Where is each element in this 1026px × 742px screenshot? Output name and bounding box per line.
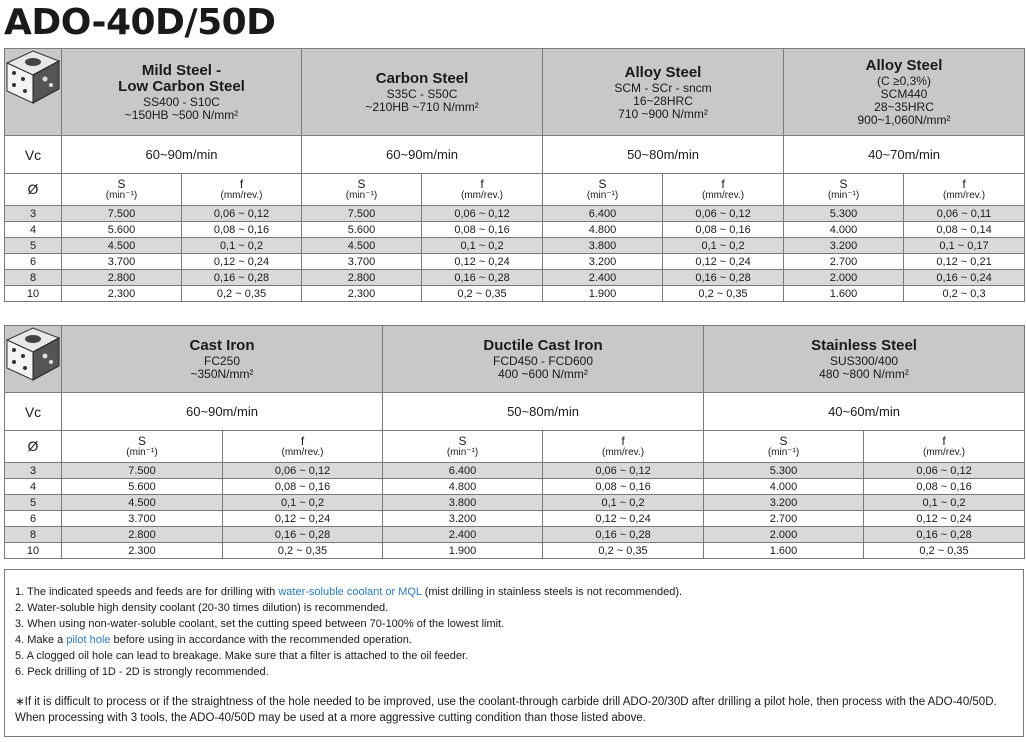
feed-value: 0,12 ~ 0,24 xyxy=(864,511,1025,527)
material-header xyxy=(302,49,543,136)
vc-value: 50~80m/min xyxy=(383,393,704,431)
star-note: ∗If it is difficult to process or if the straightness of the hole needed to be improved, use the coolant-through carbide drill ADO-20/30D after drilling a pilot hole, then process with the ADO-40/50D. When processing with 3 tools, the ADO-40/50D may be used at a more aggressive cutting condition than those listed above. xyxy=(15,696,997,724)
table-row xyxy=(5,479,1025,495)
spindle-speed-value: 4.000 xyxy=(784,222,904,238)
feed-value: 0,06 ~ 0,12 xyxy=(543,463,704,479)
material-header xyxy=(62,49,302,136)
spindle-speed-value: 2.000 xyxy=(704,527,864,543)
vc-value: 60~90m/min xyxy=(62,136,302,174)
feed-value: 0,1 ~ 0,17 xyxy=(904,238,1025,254)
material-spec: 710 ~900 N/mm² xyxy=(618,106,708,121)
feed-value: 0,06 ~ 0,12 xyxy=(864,463,1025,479)
material-spec: ~350N/mm² xyxy=(190,367,254,381)
spindle-speed-value: 5.600 xyxy=(62,479,223,495)
table-row xyxy=(5,286,1025,302)
spindle-speed-value: 7.500 xyxy=(62,206,182,222)
diameter-value: 5 xyxy=(5,495,62,511)
spindle-speed-value: 1.600 xyxy=(784,286,904,302)
spindle-speed-value: 5.600 xyxy=(62,222,182,238)
feed-value: 0,12 ~ 0,24 xyxy=(663,254,784,270)
feed-header: f (mm/rev.) xyxy=(904,174,1025,206)
spindle-speed-value: 6.400 xyxy=(543,206,663,222)
material-spec: 480 ~800 N/mm² xyxy=(819,367,909,381)
spindle-speed-value: 4.800 xyxy=(543,222,663,238)
diameter-value: 6 xyxy=(5,254,62,270)
spindle-speed-value: 3.700 xyxy=(62,511,223,527)
vc-value: 60~90m/min xyxy=(62,393,383,431)
table-row xyxy=(5,463,1025,479)
note-2: 2. Water-soluble high density coolant (20-30 times dilution) is recommended. xyxy=(15,602,389,614)
feed-value: 0,12 ~ 0,24 xyxy=(543,511,704,527)
feed-value: 0,2 ~ 0,35 xyxy=(543,543,704,559)
note-4: 4. Make a pilot hole before using in accordance with the recommended operation. xyxy=(15,634,412,646)
feed-value: 0,12 ~ 0,24 xyxy=(422,254,543,270)
spindle-speed-value: 6.400 xyxy=(383,463,543,479)
feed-value: 0,16 ~ 0,28 xyxy=(223,527,383,543)
material-header xyxy=(543,49,784,136)
spindle-speed-value: 3.800 xyxy=(383,495,543,511)
material-spec: 16~28HRC xyxy=(633,93,693,108)
feed-value: 0,1 ~ 0,2 xyxy=(422,238,543,254)
spindle-speed-value: 2.300 xyxy=(302,286,422,302)
material-header xyxy=(704,326,1025,393)
table-row xyxy=(5,511,1025,527)
spindle-speed-value: 2.300 xyxy=(62,286,182,302)
spindle-speed-value: 3.700 xyxy=(62,254,182,270)
material-spec: SS400 - S10C xyxy=(143,95,220,109)
spindle-speed-value: 3.200 xyxy=(383,511,543,527)
feed-value: 0,08 ~ 0,16 xyxy=(543,479,704,495)
spindle-speed-value: 3.700 xyxy=(302,254,422,270)
material-spec: SCM - SCr - sncm xyxy=(614,80,712,95)
spindle-speed-value: 2.700 xyxy=(704,511,864,527)
spindle-speed-header: S (min⁻¹) xyxy=(784,174,904,206)
feed-value: 0,08 ~ 0,14 xyxy=(904,222,1025,238)
spindle-speed-value: 4.500 xyxy=(62,495,223,511)
spindle-speed-value: 3.200 xyxy=(784,238,904,254)
note-5: 5. A clogged oil hole can lead to breakage. Make sure that a filter is attached to the oil feeder. xyxy=(15,650,469,662)
feed-value: 0,06 ~ 0,12 xyxy=(422,206,543,222)
table-row xyxy=(5,543,1025,559)
table-row xyxy=(5,254,1025,270)
feed-header: f (mm/rev.) xyxy=(543,431,704,463)
feed-value: 0,06 ~ 0,11 xyxy=(904,206,1025,222)
material-name: Cast Iron xyxy=(189,337,255,354)
feed-header: f (mm/rev.) xyxy=(182,174,302,206)
feed-value: 0,16 ~ 0,28 xyxy=(422,270,543,286)
feed-value: 0,16 ~ 0,24 xyxy=(904,270,1025,286)
spindle-speed-value: 2.400 xyxy=(383,527,543,543)
cutting-conditions-table-iron-stainless xyxy=(4,325,1025,559)
spindle-speed-value: 2.800 xyxy=(302,270,422,286)
feed-value: 0,1 ~ 0,2 xyxy=(543,495,704,511)
diameter-value: 3 xyxy=(5,206,62,222)
material-name: Stainless Steel xyxy=(811,337,917,354)
material-header xyxy=(383,326,704,393)
feed-header: f (mm/rev.) xyxy=(864,431,1025,463)
spindle-speed-value: 5.600 xyxy=(302,222,422,238)
logo-cell xyxy=(5,326,62,393)
spindle-speed-value: 2.800 xyxy=(62,527,223,543)
diameter-value: 3 xyxy=(5,463,62,479)
material-name: Alloy Steel xyxy=(624,63,702,81)
diameter-value: 4 xyxy=(5,222,62,238)
feed-value: 0,1 ~ 0,2 xyxy=(663,238,784,254)
material-spec: (C ≥0,3%) xyxy=(877,74,931,88)
feed-value: 0,08 ~ 0,16 xyxy=(663,222,784,238)
material-spec: SCM440 xyxy=(880,87,928,101)
spindle-speed-value: 2.300 xyxy=(62,543,223,559)
spindle-speed-value: 2.800 xyxy=(62,270,182,286)
feed-value: 0,1 ~ 0,2 xyxy=(864,495,1025,511)
spindle-speed-value: 3.200 xyxy=(543,254,663,270)
feed-value: 0,2 ~ 0,35 xyxy=(864,543,1025,559)
spindle-speed-header: S (min⁻¹) xyxy=(383,431,543,463)
vc-value: 40~70m/min xyxy=(784,136,1025,174)
spindle-speed-value: 1.900 xyxy=(543,286,663,302)
spindle-speed-header: S (min⁻¹) xyxy=(62,431,223,463)
vc-value: 60~90m/min xyxy=(302,136,543,174)
vc-value: 50~80m/min xyxy=(543,136,784,174)
spindle-speed-value: 2.000 xyxy=(784,270,904,286)
material-name: Alloy Steel xyxy=(865,57,943,74)
feed-header: f (mm/rev.) xyxy=(223,431,383,463)
diameter-value: 8 xyxy=(5,527,62,543)
diameter-value: 5 xyxy=(5,238,62,254)
spindle-speed-value: 7.500 xyxy=(62,463,223,479)
material-spec: ~210HB ~710 N/mm² xyxy=(365,100,479,114)
table-row xyxy=(5,270,1025,286)
material-spec: 400 ~600 N/mm² xyxy=(498,367,588,381)
feed-value: 0,1 ~ 0,2 xyxy=(223,495,383,511)
material-header xyxy=(62,326,383,393)
feed-value: 0,2 ~ 0,35 xyxy=(663,286,784,302)
material-spec: FCD450 - FCD600 xyxy=(493,354,594,368)
spindle-speed-value: 1.900 xyxy=(383,543,543,559)
feed-header: f (mm/rev.) xyxy=(422,174,543,206)
spindle-speed-value: 2.700 xyxy=(784,254,904,270)
spindle-speed-value: 4.500 xyxy=(302,238,422,254)
table-row xyxy=(5,238,1025,254)
diameter-value: 10 xyxy=(5,543,62,559)
feed-value: 0,12 ~ 0,24 xyxy=(182,254,302,270)
vc-label: Vc xyxy=(5,136,62,174)
diameter-value: 6 xyxy=(5,511,62,527)
pilot-hole-link-text: pilot hole xyxy=(66,634,111,646)
feed-value: 0,06 ~ 0,12 xyxy=(182,206,302,222)
spindle-speed-header: S (min⁻¹) xyxy=(302,174,422,206)
note-6: 6. Peck drilling of 1D - 2D is strongly recommended. xyxy=(15,666,269,678)
diameter-value: 4 xyxy=(5,479,62,495)
spindle-speed-value: 5.300 xyxy=(784,206,904,222)
diameter-value: 10 xyxy=(5,286,62,302)
material-spec: SUS300/400 xyxy=(829,354,899,368)
diameter-label: Ø xyxy=(5,431,62,463)
spindle-speed-value: 7.500 xyxy=(302,206,422,222)
notes-box xyxy=(4,569,1024,737)
spindle-speed-header: S (min⁻¹) xyxy=(62,174,182,206)
vc-value: 40~60m/min xyxy=(704,393,1025,431)
table-row xyxy=(5,527,1025,543)
drill-block-icon xyxy=(5,326,61,382)
feed-value: 0,06 ~ 0,12 xyxy=(663,206,784,222)
note-3: 3. When using non-water-soluble coolant, set the cutting speed between 70-100% of the lowest limit. xyxy=(15,618,505,630)
feed-value: 0,2 ~ 0,35 xyxy=(422,286,543,302)
material-spec: 28~35HRC xyxy=(874,100,934,114)
feed-value: 0,16 ~ 0,28 xyxy=(543,527,704,543)
material-spec: FC250 xyxy=(203,354,241,368)
coolant-link-text: water-soluble coolant or MQL xyxy=(278,586,422,598)
material-name: Low Carbon Steel xyxy=(118,78,245,95)
drill-block-icon xyxy=(5,49,61,105)
logo-cell xyxy=(5,49,62,136)
feed-value: 0,16 ~ 0,28 xyxy=(663,270,784,286)
feed-value: 0,1 ~ 0,2 xyxy=(182,238,302,254)
spindle-speed-value: 4.800 xyxy=(383,479,543,495)
spindle-speed-value: 3.200 xyxy=(704,495,864,511)
table-row xyxy=(5,206,1025,222)
feed-value: 0,08 ~ 0,16 xyxy=(182,222,302,238)
material-name: Ductile Cast Iron xyxy=(483,337,603,354)
spindle-speed-header: S (min⁻¹) xyxy=(543,174,663,206)
feed-value: 0,06 ~ 0,12 xyxy=(223,463,383,479)
material-header xyxy=(784,49,1025,136)
spindle-speed-value: 2.400 xyxy=(543,270,663,286)
feed-value: 0,08 ~ 0,16 xyxy=(223,479,383,495)
spindle-speed-value: 3.800 xyxy=(543,238,663,254)
spindle-speed-value: 1.600 xyxy=(704,543,864,559)
material-spec: S35C - S50C xyxy=(386,87,458,101)
spindle-speed-header: S (min⁻¹) xyxy=(704,431,864,463)
spindle-speed-value: 4.000 xyxy=(704,479,864,495)
feed-value: 0,2 ~ 0,35 xyxy=(182,286,302,302)
vc-label: Vc xyxy=(5,393,62,431)
page-title: ADO-40D/50D xyxy=(4,2,276,43)
feed-value: 0,08 ~ 0,16 xyxy=(422,222,543,238)
material-name: Mild Steel - xyxy=(141,62,222,79)
feed-value: 0,16 ~ 0,28 xyxy=(182,270,302,286)
spindle-speed-value: 4.500 xyxy=(62,238,182,254)
material-spec: 900~1,060N/mm² xyxy=(857,113,951,127)
feed-value: 0,2 ~ 0,3 xyxy=(904,286,1025,302)
table-row xyxy=(5,495,1025,511)
table-row xyxy=(5,222,1025,238)
material-spec: ~150HB ~500 N/mm² xyxy=(124,108,239,122)
diameter-label: Ø xyxy=(5,174,62,206)
cutting-conditions-table-steel xyxy=(4,48,1025,302)
feed-value: 0,08 ~ 0,16 xyxy=(864,479,1025,495)
note-1: 1. The indicated speeds and feeds are for drilling with water-soluble coolant or MQL (mist drilling in stainless steels is not recommended). xyxy=(15,586,683,598)
feed-value: 0,12 ~ 0,21 xyxy=(904,254,1025,270)
feed-value: 0,2 ~ 0,35 xyxy=(223,543,383,559)
spindle-speed-value: 5.300 xyxy=(704,463,864,479)
feed-value: 0,12 ~ 0,24 xyxy=(223,511,383,527)
feed-header: f (mm/rev.) xyxy=(663,174,784,206)
feed-value: 0,16 ~ 0,28 xyxy=(864,527,1025,543)
diameter-value: 8 xyxy=(5,270,62,286)
material-name: Carbon Steel xyxy=(375,70,469,87)
